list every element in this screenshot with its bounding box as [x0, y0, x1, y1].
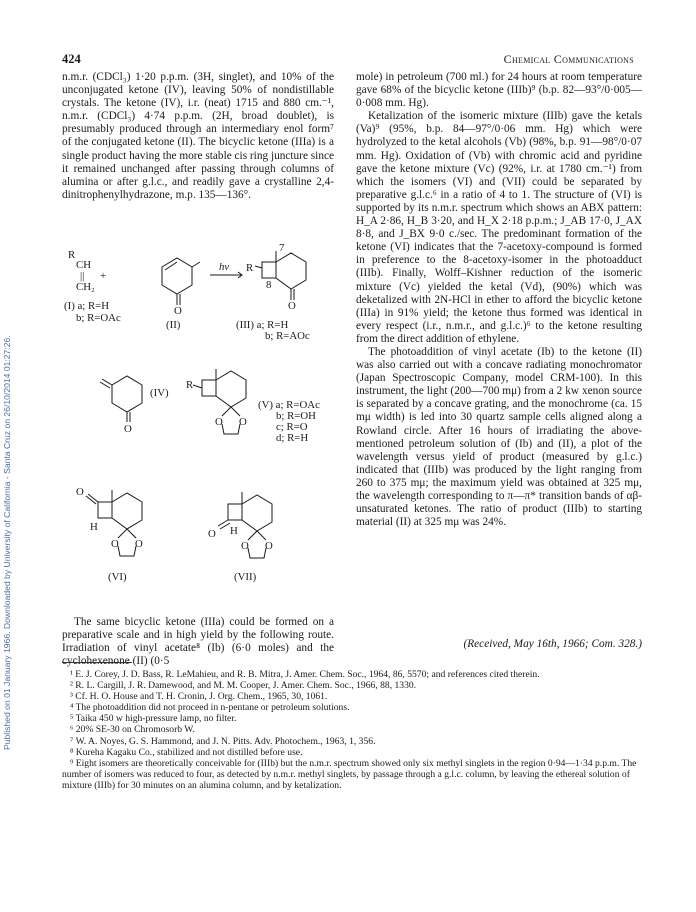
label-I-CH2: CH₂: [76, 281, 95, 293]
page-number: 424: [62, 52, 81, 66]
label-VI: (VI): [108, 571, 127, 583]
label-V-a: (V) a; R=OAc: [258, 399, 320, 411]
label-III-8: 8: [266, 279, 272, 291]
ring-VI: [112, 493, 142, 529]
label-VII-ketone-oxygen: O: [208, 528, 216, 540]
paragraph: mole) in petroleum (700 ml.) for 24 hours at room temperature gave 68% of the bicyclic ketone (IIIb)⁹ (b.p. 82—93°/0·005—0·008 mm. Hg).: [356, 71, 642, 110]
label-V-d: d; R=H: [276, 432, 309, 444]
footnote: ⁶ 20% SE-30 on Chromosorb W.: [70, 724, 195, 736]
label-V-c: c; R=O: [276, 421, 308, 433]
paragraph: n.m.r. (CDCl₃) 1·20 p.p.m. (3H, singlet), and 10% of the unconjugated ketone (IV), leaving 50% of nondistillable crystals. The ketone (IV), i.r. (neat) 1715 and 880 cm.⁻¹, n.m.r. (CDCl₃) 4·74 p.p.m. (2H, broad doublet), is presumably produced through an intermediary enol form⁷ of the conjugated ketone (II). The bicyclic ketone (IIIa) is a single product having the more stable cis ring juncture since it remained unchanged after passing through columns of alumina or after g.l.c., and readily gave a crystalline 2,4-dinitrophenylhydrazone, m.p. 135—136°.: [62, 71, 334, 201]
paragraph: The same bicyclic ketone (IIIa) could be formed on a preparative scale and in high yield by the following route. Irradiation of vinyl acetate⁸ (Ib) (6·0 moles) and the cyclohexenone (II) (0·5: [62, 616, 334, 668]
left-column-bottom: [62, 616, 334, 668]
footnote: ³ Cf. H. O. House and T. H. Cronin, J. Org. Chem., 1965, 30, 1061.: [70, 691, 328, 703]
label-VII-oxygen-2: O: [265, 540, 273, 552]
footnote: ⁴ The photoaddition did not proceed in n-pentane or petroleum solutions.: [70, 702, 350, 714]
download-notice-sidebar: [2, 120, 16, 750]
label-III-R: R: [246, 262, 254, 274]
ring-IV: [112, 376, 142, 412]
footnote: ⁹ Eight isomers are theoretically conceivable for (IIIb) but the n.m.r. spectrum showed only six methyl singlets in the region 0·94—1·34 p.p.m. The number of isomers was reduced to four, as detected by n.m.r. methyl singlets, by passage through a g.l.c. column, by leaving the ethereal solution of mixture (IIIb) for 30 minutes on an alumina column, and by ketalization.: [62, 757, 637, 791]
paragraph: Ketalization of the isomeric mixture (IIIb) gave the ketals (Va)⁹ (95%, b.p. 84—97°/0·06 mm. Hg) which were hydrolyzed to the ketal alcohols (Vb) (98%, b.p. 91—98°/0·07 mm. Hg). Oxidation of (Vb) with chromic acid and pyridine gave the ketone mixture (Vc) (92%, i.r. at 1780 cm.⁻¹) from which the isomers (VI) and (VII) could be separated by preparative g.l.c.⁶ in a ratio of 4 to 1. The structure of (VI) is supported by its n.m.r. spectrum which shows an ABX pattern: H_A 2·86, H_B 3·20, and H_X 2·18 p.p.m.; J_AB 17·0, J_AX 8·8, and J_BX 9·0 c./sec. The predominant formation of the ketone (VI) indicates that the 7-acetoxy-compound is formed in preference to the 8-acetoxy-isomer in the photoadduct (IIIb). Finally, Wolff–Kishner reduction of the isomeric mixture (Vc) yielded the ketal (Vd), (90%) which was deketalized with 2N-HCl in ether to afford the bicyclic ketone (IIIa) in 91% yield; the ketone thus formed was identical in every respect (i.r., n.m.r., and g.l.c.)⁶ to the ketone resulting from the direct addition of ethylene.: [356, 110, 642, 345]
label-II-oxygen: O: [174, 305, 182, 317]
download-notice-text: Published on 01 January 1966. Downloaded by University of California - Santa Cruz on 26/10/2014 01:27:26.: [2, 335, 12, 750]
label-III-7: 7: [279, 242, 285, 254]
label-I-R: R: [68, 249, 76, 261]
label-VI-oxygen-2: O: [135, 538, 143, 550]
label-V-b: b; R=OH: [276, 410, 316, 422]
label-V-R: R: [186, 379, 194, 391]
reaction-scheme-drawing: [62, 242, 342, 612]
cyclobutane-III: [262, 262, 276, 278]
label-IV-oxygen: O: [124, 423, 132, 435]
cyclobutanone-VI: [98, 502, 112, 518]
label-plus: +: [100, 270, 107, 282]
label-VI-oxygen-1: O: [111, 538, 119, 550]
label-VII: (VII): [234, 571, 257, 583]
footnote-rule: [62, 662, 132, 663]
footnotes: [62, 669, 642, 791]
label-VI-H: H: [90, 521, 98, 533]
label-I-double-bond: ||: [80, 270, 85, 282]
paragraph: The photoaddition of vinyl acetate (Ib) to the ketone (II) was also carried out with a concave radiating monochromator (Japan Spectroscopic Company, model CRM-100). In this instrument, the light (200—700 mμ) from a 2 kw xenon source is separated by a concave grating, and the monochrome (ca. 15 mμ width) is led into 30 quartz sample cells aligned along a Rowland circle. After 16 hours of irradiating the above-mentioned petroleum solution of (Ib) and (II), a plot of the wavelength versus yield of product (measured by g.l.c.) indicated that (IIIb) was produced by the light ranging from 260 to 375 mμ; the maximum yield was obtained at 325 mμ, the wavelength corresponding to π—π* transition bands of αβ-unsaturated ketones. The ratio of product (IIIb) to starting material (II) at 325 mμ was 24%.: [356, 345, 642, 529]
left-column: [62, 71, 334, 202]
footnote: ² R. L. Cargill, J. R. Damewood, and M. M. Cooper, J. Amer. Chem. Soc., 1966, 88, 1330.: [70, 680, 417, 692]
cyclobutane-V: [202, 380, 216, 396]
footnote: ¹ E. J. Corey, J. D. Bass, R. LeMahieu, and R. B. Mitra, J. Amer. Chem. Soc., 1964, 86, 5570; and references cited therein.: [70, 669, 540, 680]
cyclobutanone-VII: [228, 504, 242, 520]
footnote: ⁵ Taika 450 w high-pressure lamp, no filter.: [70, 713, 237, 725]
label-I-CH: CH: [76, 259, 91, 271]
label-hv: hν: [219, 261, 230, 273]
received-date: (Received, May 16th, 1966; Com. 328.): [463, 638, 642, 650]
label-III-b: b; R=AOc: [265, 330, 310, 342]
running-head: Chemical Communications: [503, 52, 634, 66]
label-III-oxygen: O: [288, 300, 296, 312]
ring-II: [162, 258, 192, 294]
label-I-a: (I) a; R=H: [64, 300, 110, 312]
ring-V: [216, 371, 246, 407]
footnote: ⁷ W. A. Noyes, G. S. Hammond, and J. N. Pitts. Adv. Photochem., 1963, 1, 356.: [70, 735, 376, 747]
ring-III: [276, 253, 306, 289]
label-IV: (IV): [150, 387, 169, 399]
label-III-a: (III) a; R=H: [236, 319, 289, 331]
label-VII-oxygen-1: O: [241, 540, 249, 552]
footnote: ⁸ Kureha Kagaku Co., stabilized and not distilled before use.: [70, 746, 303, 758]
reaction-scheme: [62, 242, 342, 612]
label-V-oxygen-1: O: [215, 416, 223, 428]
label-VI-ketone-oxygen: O: [76, 486, 84, 498]
label-V-oxygen-2: O: [239, 416, 247, 428]
label-II: (II): [166, 319, 181, 331]
label-I-b: b; R=OAc: [76, 312, 121, 324]
right-column: [356, 71, 642, 529]
label-VII-H: H: [230, 525, 238, 537]
ring-VII: [242, 495, 272, 531]
